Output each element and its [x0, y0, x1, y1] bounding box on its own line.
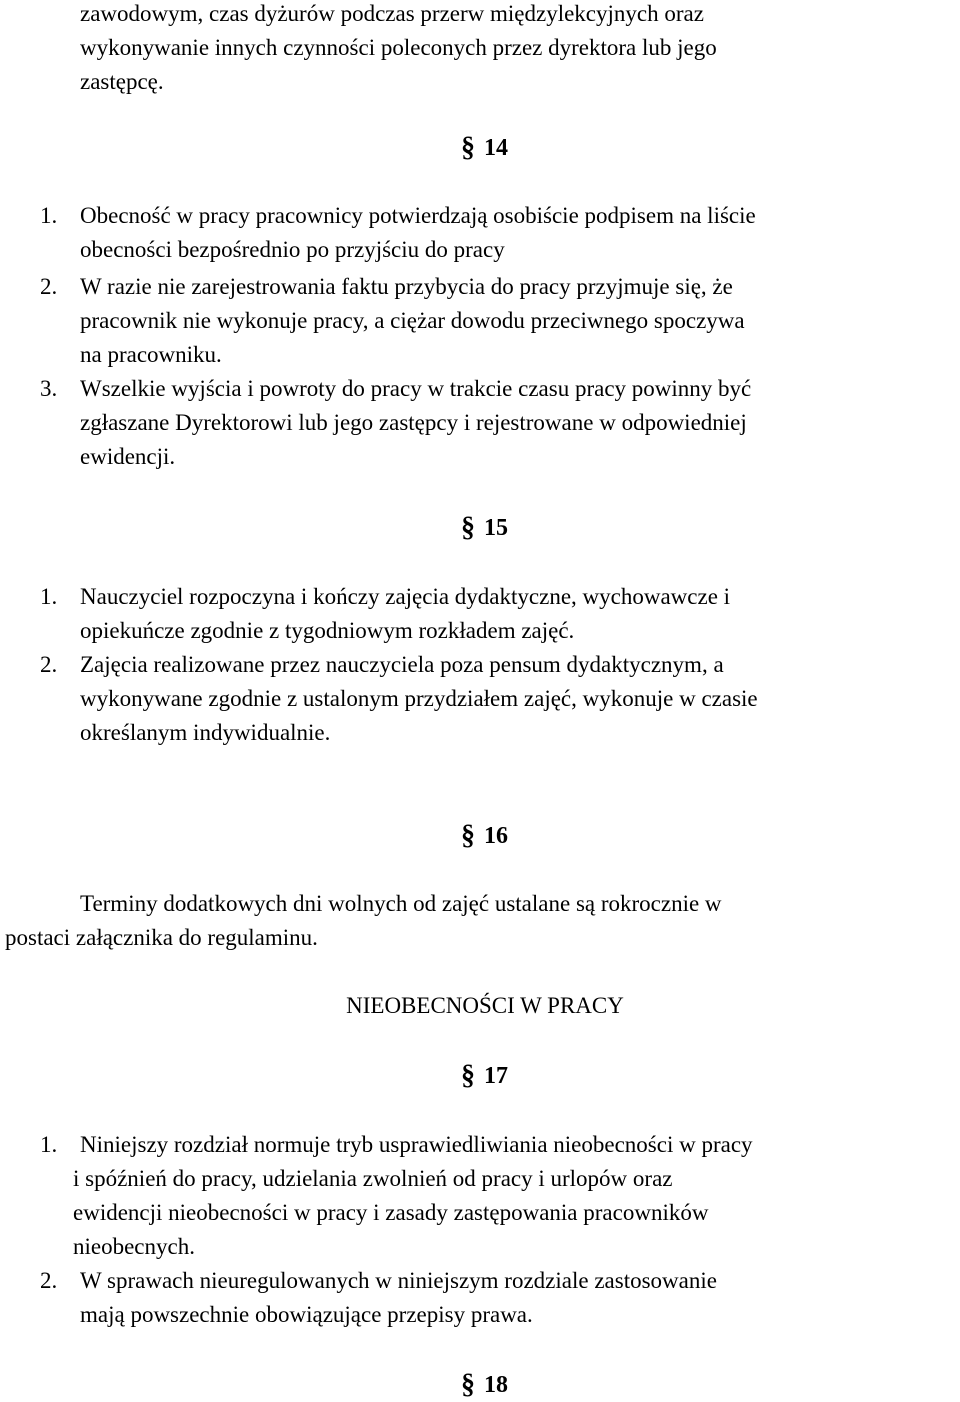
list-item-text: Wszelkie wyjścia i powroty do pracy w trakcie czasu pracy powinny być	[80, 376, 752, 401]
section-number: 14	[484, 135, 508, 161]
list-item-label: 1.	[40, 584, 58, 609]
intro-line: wykonywanie innych czynności poleconych przez dyrektora lub jego	[80, 35, 717, 60]
list-item-text: mają powszechnie obowiązujące przepisy prawa.	[80, 1302, 533, 1327]
list-item-text: Nauczyciel rozpoczyna i kończy zajęcia dydaktyczne, wychowawcze i	[80, 584, 731, 609]
list-item-text: zgłaszane Dyrektorowi lub jego zastępcy i rejestrowane w odpowiedniej	[80, 410, 747, 435]
list-item-text: Zajęcia realizowane przez nauczyciela poza pensum dydaktycznym, a	[80, 652, 724, 677]
list-item-label: 2.	[40, 1268, 58, 1293]
section-sign: §	[461, 512, 475, 543]
section-sign: §	[461, 132, 475, 163]
list-item-label: 3.	[40, 376, 58, 401]
section-sign: §	[461, 1369, 475, 1400]
list-item-text: określanym indywidualnie.	[80, 720, 331, 745]
paragraph-line: Terminy dodatkowych dni wolnych od zajęć ustalane są rokrocznie w	[80, 891, 722, 916]
section-sign: §	[461, 1060, 475, 1091]
section-number: 18	[484, 1372, 508, 1398]
section-number: 17	[484, 1063, 508, 1089]
section-number: 16	[484, 823, 508, 849]
list-item-text: ewidencji.	[80, 444, 176, 469]
list-item-text: ewidencji nieobecności w pracy i zasady zastępowania pracowników	[73, 1200, 709, 1225]
section-number: 15	[484, 515, 508, 541]
paragraph-line: postaci załącznika do regulaminu.	[5, 925, 318, 950]
list-item-text: wykonywane zgodnie z ustalonym przydziałem zajęć, wykonuje w czasie	[80, 686, 758, 711]
list-item-text: W sprawach nieuregulowanych w niniejszym rozdziale zastosowanie	[80, 1268, 717, 1293]
list-item-text: W razie nie zarejestrowania faktu przybycia do pracy przyjmuje się, że	[80, 274, 733, 299]
chapter-heading: NIEOBECNOŚCI W PRACY	[346, 993, 624, 1018]
list-item-label: 1.	[40, 1132, 58, 1157]
intro-line: zawodowym, czas dyżurów podczas przerw międzylekcyjnych oraz	[80, 1, 704, 26]
list-item-text: pracownik nie wykonuje pracy, a ciężar dowodu przeciwnego spoczywa	[80, 308, 745, 333]
list-item-text: Niniejszy rozdział normuje tryb usprawiedliwiania nieobecności w pracy	[80, 1132, 753, 1157]
list-item-text: i spóźnień do pracy, udzielania zwolnień od pracy i urlopów oraz	[73, 1166, 673, 1191]
list-item-text: na pracowniku.	[80, 342, 222, 367]
list-item-text: Obecność w pracy pracownicy potwierdzają osobiście podpisem na liście	[80, 203, 756, 228]
list-item-label: 2.	[40, 652, 58, 677]
list-item-label: 2.	[40, 274, 58, 299]
list-item-text: obecności bezpośrednio po przyjściu do pracy	[80, 237, 505, 262]
list-item-text: opiekuńcze zgodnie z tygodniowym rozkładem zajęć.	[80, 618, 575, 643]
section-sign: §	[461, 820, 475, 851]
intro-line: zastępcę.	[80, 69, 164, 94]
list-item-text: nieobecnych.	[73, 1234, 195, 1259]
list-item-label: 1.	[40, 203, 58, 228]
